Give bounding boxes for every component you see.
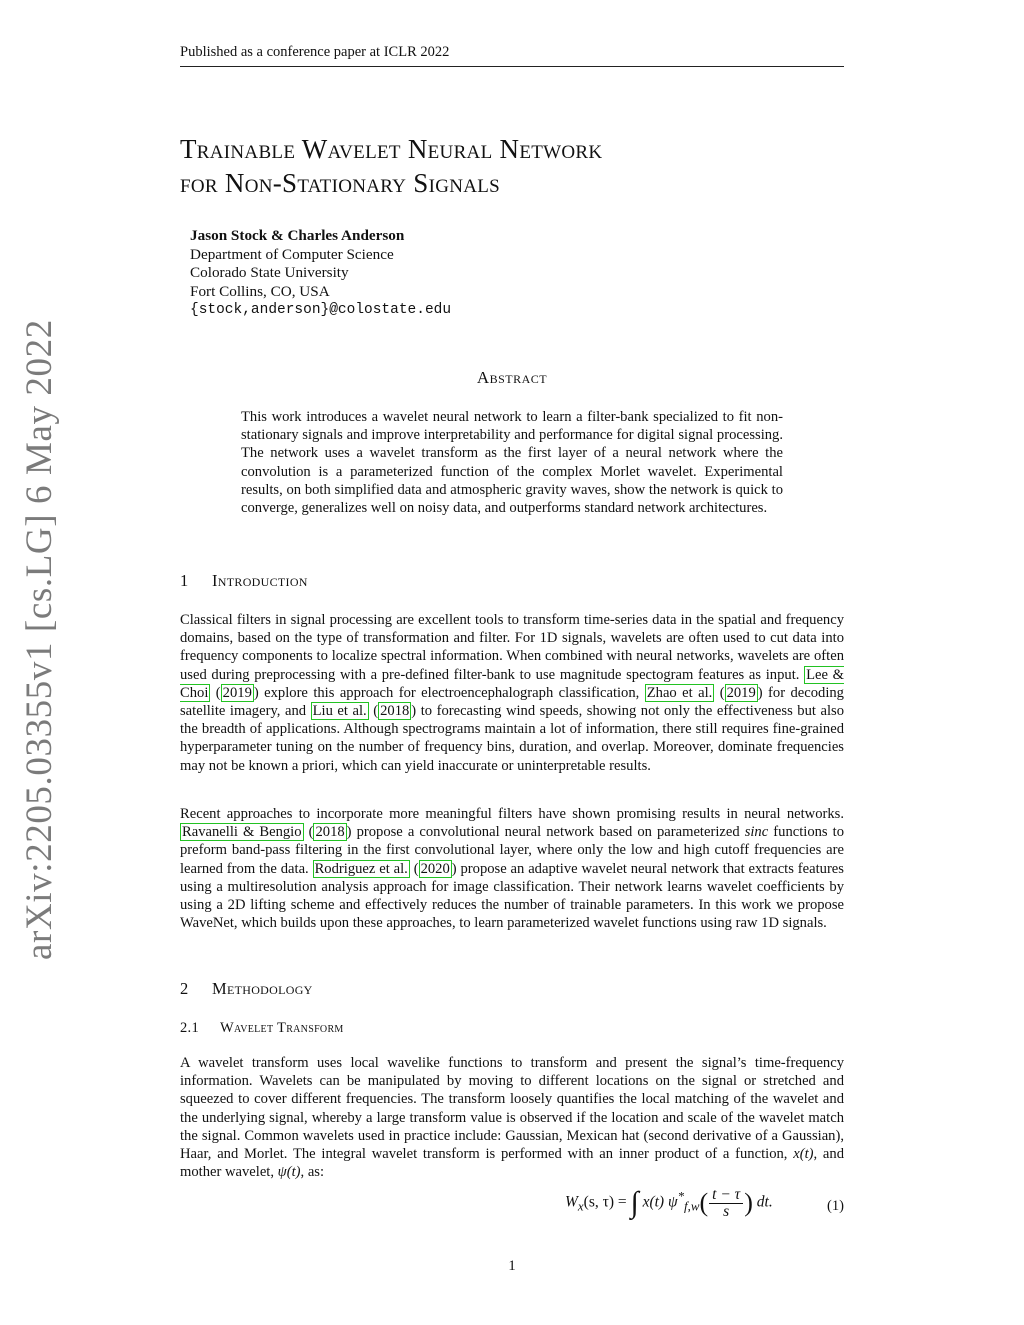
author-email: {stock,anderson}@colostate.edu: [190, 302, 452, 318]
eq-lhs-args: (s, τ) =: [583, 1193, 627, 1211]
paragraph-text: for decoding satellite imagery, and: [180, 684, 844, 720]
citation-link[interactable]: Ravanelli & Bengio: [182, 824, 302, 841]
paragraph-text: to forecasting wind speeds, showing not only the effectiveness but also the breadth of applications. Although spectrograms maintain a lot of information, there still requires fine-grained hyperparameter tuning on the number of frequency bins, duration, and overlap. Moreover, dominate frequencies may not be known a priori, which can yield inaccurate or uninterpretable results.: [180, 703, 844, 774]
author-location: Fort Collins, CO, USA: [190, 282, 330, 300]
integral-sign: ∫: [630, 1186, 639, 1219]
math-x-of-t: x(t): [793, 1146, 814, 1163]
eq-fraction-numerator: t − τ: [709, 1187, 743, 1204]
paper-title: [180, 132, 844, 200]
paragraph-text: propose an adaptive wavelet neural network that extracts features using a multiresolution analysis approach for image classification. Their network learns wavelet coefficients by using a 2D lifting scheme and effectively reduces the number of trainable parameters. In this work we propose WaveNet, which builds upon these approaches, to learn parameterized wavelet functions using raw 1D signals.: [180, 860, 844, 932]
author-names: Jason Stock & Charles Anderson: [190, 227, 405, 244]
citation-year-link[interactable]: 2018: [380, 703, 410, 720]
author-university: Colorado State University: [190, 264, 349, 281]
author-block: [190, 227, 451, 320]
paragraph-text: explore this approach for electroencephalograph classification,: [264, 684, 640, 701]
subsection-number: 2.1: [180, 1020, 200, 1036]
abstract-text: This work introduces a wavelet neural network to learn a filter-bank specialized to fit non-stationary signals and improve interpretability and performance for digital signal processing. The network uses a wavelet transform as the first layer of a neural network where the convolution is a parameterized function of the complex Morlet wavelet. Experimental results, on both simplified data and atmospheric gravity waves, show the network is quick to converge, generalizes well on noisy data, and outperforms standard network architectures.: [241, 409, 783, 517]
paragraph-text: , as:: [300, 1164, 325, 1181]
section-title: Methodology: [212, 979, 313, 998]
eq-integrand: x(t) ψ: [642, 1193, 678, 1211]
subsection-heading-wavelet-transform: [180, 1020, 844, 1037]
section-number: 1: [180, 571, 189, 590]
eq-psi-superscript: *: [677, 1188, 685, 1204]
equation-body: [565, 1186, 773, 1220]
citation-link[interactable]: Liu et al.: [312, 703, 367, 720]
author-department: Department of Computer Science: [190, 245, 394, 263]
eq-tail: dt.: [756, 1193, 773, 1211]
citation-year-link[interactable]: 2019: [222, 684, 252, 701]
paragraph-text: Classical filters in signal processing are excellent tools to transform time-series data in the spatial and frequency domains, based on the type of transformation and filter. For 1D signals, wavelets are often used to cut data into frequency components to localize spectral information. When combined with neural networks, wavelets are often used during preprocessing with a pre-defined filter-bank to use magnitude spectogram features as input.: [180, 612, 844, 683]
citation-year-link[interactable]: 2020: [420, 860, 450, 877]
subsection-title: Wavelet Transform: [220, 1020, 344, 1036]
right-paren: ): [744, 1188, 753, 1217]
citation-year-link[interactable]: 2018: [315, 824, 345, 841]
section-number: 2: [180, 979, 189, 998]
math-sinc: sinc: [744, 824, 769, 841]
paragraph-text: propose a convolutional neural network based on parameterized: [356, 824, 740, 841]
paragraph-text: A wavelet transform uses local wavelike functions to transform and present the signal’s time-frequency information. Wavelets can be manipulated by moving to different locations on the signal or stretched and squeezed to cover different frequencies. The transform loosely quantifies the local matching of the wavelet and the underlying signal, whereby a large transform value is observed if the location and scale of the wavelet match the signal. Common wavelets used in practice include: Gaussian, Mexican hat (second derivative of a Gaussian), Haar, and Morlet. The integral wavelet transform is performed with an inner product of a function,: [180, 1055, 844, 1163]
eq-psi-subscript: f,w: [684, 1198, 700, 1214]
page-number: 1: [508, 1258, 516, 1274]
eq-lhs-subscript: x: [577, 1198, 584, 1214]
citation-link[interactable]: Zhao et al.: [646, 684, 713, 701]
section-title: Introduction: [212, 571, 308, 590]
equation-number: (1): [826, 1198, 844, 1214]
left-paren: (: [699, 1188, 709, 1217]
arxiv-identifier-stamp: arXiv:2205.03355v1 [cs.LG] 6 May 2022: [19, 319, 60, 960]
section-heading-methodology: [180, 979, 844, 999]
paragraph-text: functions to preform band-pass filtering in the first convolutional layer, where only the low and high cutoff frequencies are learned from the data.: [180, 824, 844, 877]
math-psi-of-t: ψ(t): [277, 1164, 301, 1181]
paragraph-text: , and mother wavelet,: [180, 1146, 845, 1181]
section-heading-introduction: [180, 571, 844, 591]
title-line-2: for Non-Stationary Signals: [180, 168, 501, 198]
citation-link[interactable]: Rodriguez et al.: [314, 860, 408, 877]
intro-paragraph-2: Recent approaches to incorporate more meaningful filters have shown promising results in neural networks. Ravanelli & Bengio ( 2018 ) propose a convolutional neural network based on parameterized sinc functions to preform band-pass filtering in the first convolutional layer, where only the low and high cutoff frequencies are learned from the data. Rodriguez et al. ( 2020 ) propose an adaptive wavelet neural network that extracts features using a multiresolution analysis approach for image classification. Their network learns wavelet coefficients by using a 2D lifting scheme and effectively reduces the number of trainable parameters. In this work we propose WaveNet, which builds upon these approaches, to learn parameterized wavelet functions using raw 1D signals.: [180, 806, 844, 932]
eq-fraction-denominator: s: [723, 1202, 730, 1220]
intro-paragraph-1: Classical filters in signal processing are excellent tools to transform time-series data in the spatial and frequency domains, based on the type of transformation and filter. For 1D signals, wavelets are often used to cut data into frequency components to localize spectral information. When combined with neural networks, wavelets are often used during preprocessing with a pre-defined filter-bank to use magnitude spectogram features as input. Lee & Choi ( 2019 ) explore this approach for electroencephalograph classification, Zhao et al. ( 2019 ) for decoding satellite imagery, and Liu et al. ( 2018 ) to forecasting wind speeds, showing not only the effectiveness but also the breadth of applications. Although spectrograms maintain a lot of information, there still requires fine-grained hyperparameter tuning on the number of frequency bins, duration, and overlap. Moreover, dominate frequencies may not be known a priori, which can yield inaccurate or uninterpretable results.: [180, 612, 844, 774]
citation-link[interactable]: Lee & Choi: [180, 666, 844, 701]
running-head: Published as a conference paper at ICLR 2022: [180, 44, 844, 67]
paragraph-text: Recent approaches to incorporate more meaningful filters have shown promising results in neural networks.: [180, 806, 844, 822]
methodology-paragraph-1: [180, 1054, 844, 1181]
citation-year-link[interactable]: 2019: [726, 684, 756, 701]
eq-fraction: [709, 1187, 743, 1220]
equation-1: [180, 1186, 844, 1230]
title-line-1: Trainable Wavelet Neural Network: [180, 134, 603, 164]
abstract-heading: Abstract: [476, 368, 548, 387]
eq-lhs: W: [565, 1193, 578, 1211]
